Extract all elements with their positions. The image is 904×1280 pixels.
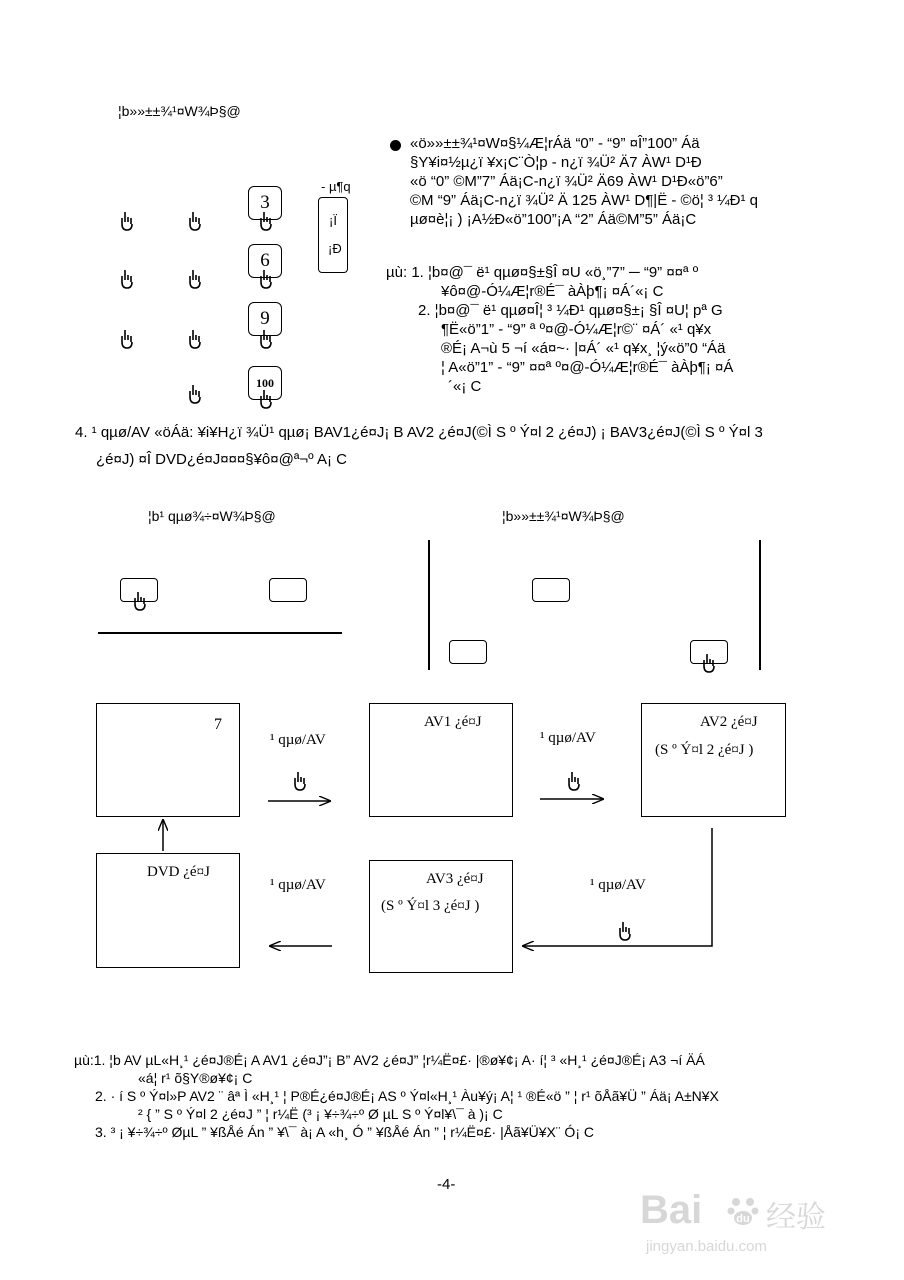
key-100[interactable]: 100	[248, 366, 282, 400]
arrow-label: ¹ qµø/AV	[590, 877, 646, 893]
watermark-logo-pre: Bai	[640, 1188, 703, 1232]
note2-line: «á¦ r¹ õ§Y®ø¥¢¡ C	[138, 1070, 253, 1086]
bullet-line: µø¤è¦¡ ) ¡A½Ð«ö”100”¡A “2” Áä©M”5” Áä¡C	[410, 211, 697, 228]
tv-panel-caption: ¦b¹ qµø¾÷¤W¾Þ§@	[148, 508, 276, 524]
svg-text:du: du	[736, 1213, 750, 1225]
bullet-line: «ö “0” ©M”7” Áä¡C-n¿ï ¾Ü² Ä69 ÀW¹ D¹Ð«ö”6”	[410, 173, 723, 190]
note-line: ¶Ë«ö”1” - “9” ª º¤@-Ó¼Æ¦r©¨ ¤Á´ «¹ q¥x	[441, 321, 712, 338]
note2-line: µù:1. ¦b AV µL«H¸¹ ¿é¤J®É¡ A AV1 ¿é¤J”¡ B” AV2 ¿é¤J” ¦r¼Ë¤£· |®ø¥¢¡ A· í¦ ³ «H¸¹ ¿é¤J®É¡ A3 ¬í ÄÁ	[74, 1052, 705, 1068]
av3-label: AV3 ¿é¤J	[426, 871, 484, 887]
volume-down-label: ¡Ð	[328, 241, 342, 256]
note-line: ®É¡ A¬ù 5 ¬í «á¤~· |¤Á´ «¹ q¥x¸ ¦ý«ö”0 “Áä	[441, 340, 726, 357]
arrow-label: ¹ qµø/AV	[270, 732, 326, 748]
watermark-logo-post: 经验	[766, 1200, 826, 1235]
bullet-line: «ö»»±±¾¹¤W¤§¼Æ¦rÁä “0” - “9” ¤Î”100” Áä	[410, 135, 700, 152]
remote-panel-caption: ¦b»»±±¾¹¤W¾Þ§@	[502, 508, 625, 524]
note2-line: ² { ” S º Ý¤l 2 ¿é¤J ” ¦ r¼Ë (³ ¡ ¥÷¾÷º Ø µL S º Ý¤l¥\¯ à )¡ C	[138, 1106, 503, 1122]
dvd-label: DVD ¿é¤J	[147, 864, 210, 880]
volume-up-label: ¡Ï	[329, 213, 337, 228]
bullet-line: §Y¥i¤½µ¿ï ¥x¡C¨Ò¦p - n¿ï ¾Ü² Ä7 ÀW¹ D¹Ð	[410, 154, 702, 171]
tv-channel: 7	[214, 716, 222, 733]
remote-caption: ¦b»»±±¾¹¤W¾Þ§@	[118, 103, 241, 119]
note-line: ´«¡ C	[448, 378, 482, 395]
note2-line: 3. ³ ¡ ¥÷¾÷º ØµL ” ¥ßÅé Án ” ¥\¯ à¡ A «h¸ Ó ” ¥ßÅé Án ” ¦ r¼Ë¤£· |Åã¥Ü¥X¨ Ó¡ C	[95, 1124, 594, 1140]
baidu-watermark	[640, 1188, 880, 1258]
paw-icon	[726, 1194, 760, 1233]
av2-sub: (S º Ý¤l 2 ¿é¤J )	[655, 742, 754, 758]
watermark-url: jingyan.baidu.com	[646, 1238, 767, 1255]
key-3[interactable]: 3	[248, 186, 282, 220]
arrow-av2-to-av3	[523, 828, 712, 946]
note-line: ¦ A«ö”1” - “9” ¤¤ª º¤@-Ó¼Æ¦r®É¯ àÀþ¶¡ ¤Á	[441, 359, 734, 376]
av3-sub: (S º Ý¤l 3 ¿é¤J )	[381, 898, 480, 914]
volume-label: - µ¶q	[321, 179, 351, 194]
key-6[interactable]: 6	[248, 244, 282, 278]
av1-label: AV1 ¿é¤J	[424, 714, 482, 730]
note2-line: 2. · í S º Ý¤l»P AV2 ¨ âª Ì «H¸¹ ¦ P®É¿é¤J®É¡ AS º Ý¤l«H¸¹ Àu¥ý¡ A¦ ¹ ®É«ö ” ¦ r¹ õÅã¥Ü ” Áä¡ A±N¥X	[95, 1088, 719, 1104]
page-number: -4-	[437, 1176, 456, 1193]
key-9[interactable]: 9	[248, 302, 282, 336]
arrow-label: ¹ qµø/AV	[270, 877, 326, 893]
note-line: 2. ¦b¤@¯ ë¹ qµø¤Î¦ ³ ¼Ð¹ qµø¤§±¡ §Î ¤U¦ pª G	[418, 302, 723, 319]
bullet-line: ©M “9” Áä¡C-n¿ï ¾Ü² Ä 125 ÀW¹ D¶|Ë - ©ö¦ ³ ¼Ð¹ q	[410, 192, 759, 209]
section-4-line: 4. ¹ qµø/AV «öÁä: ¥i¥H¿ï ¾Ü¹ qµø¡ BAV1¿é¤J¡ B AV2 ¿é¤J(©Ì S º Ý¤l 2 ¿é¤J) ¡ BAV3¿é¤J(©Ì S º Ý¤l 3	[75, 424, 763, 441]
av2-label: AV2 ¿é¤J	[700, 714, 758, 730]
arrow-label: ¹ qµø/AV	[540, 730, 596, 746]
note-line: ¥ô¤@-Ó¼Æ¦r®É¯ àÀþ¶¡ ¤Á´«¡ C	[441, 283, 664, 300]
section-4-line: ¿é¤J) ¤Î DVD¿é¤J¤¤¤§¥ô¤@ª¬º A¡ C	[96, 451, 347, 468]
note-line: µù: 1. ¦b¤@¯ ë¹ qµø¤§±§Î ¤U «ö¸”7” ─ “9” ¤¤ª º	[386, 264, 699, 281]
